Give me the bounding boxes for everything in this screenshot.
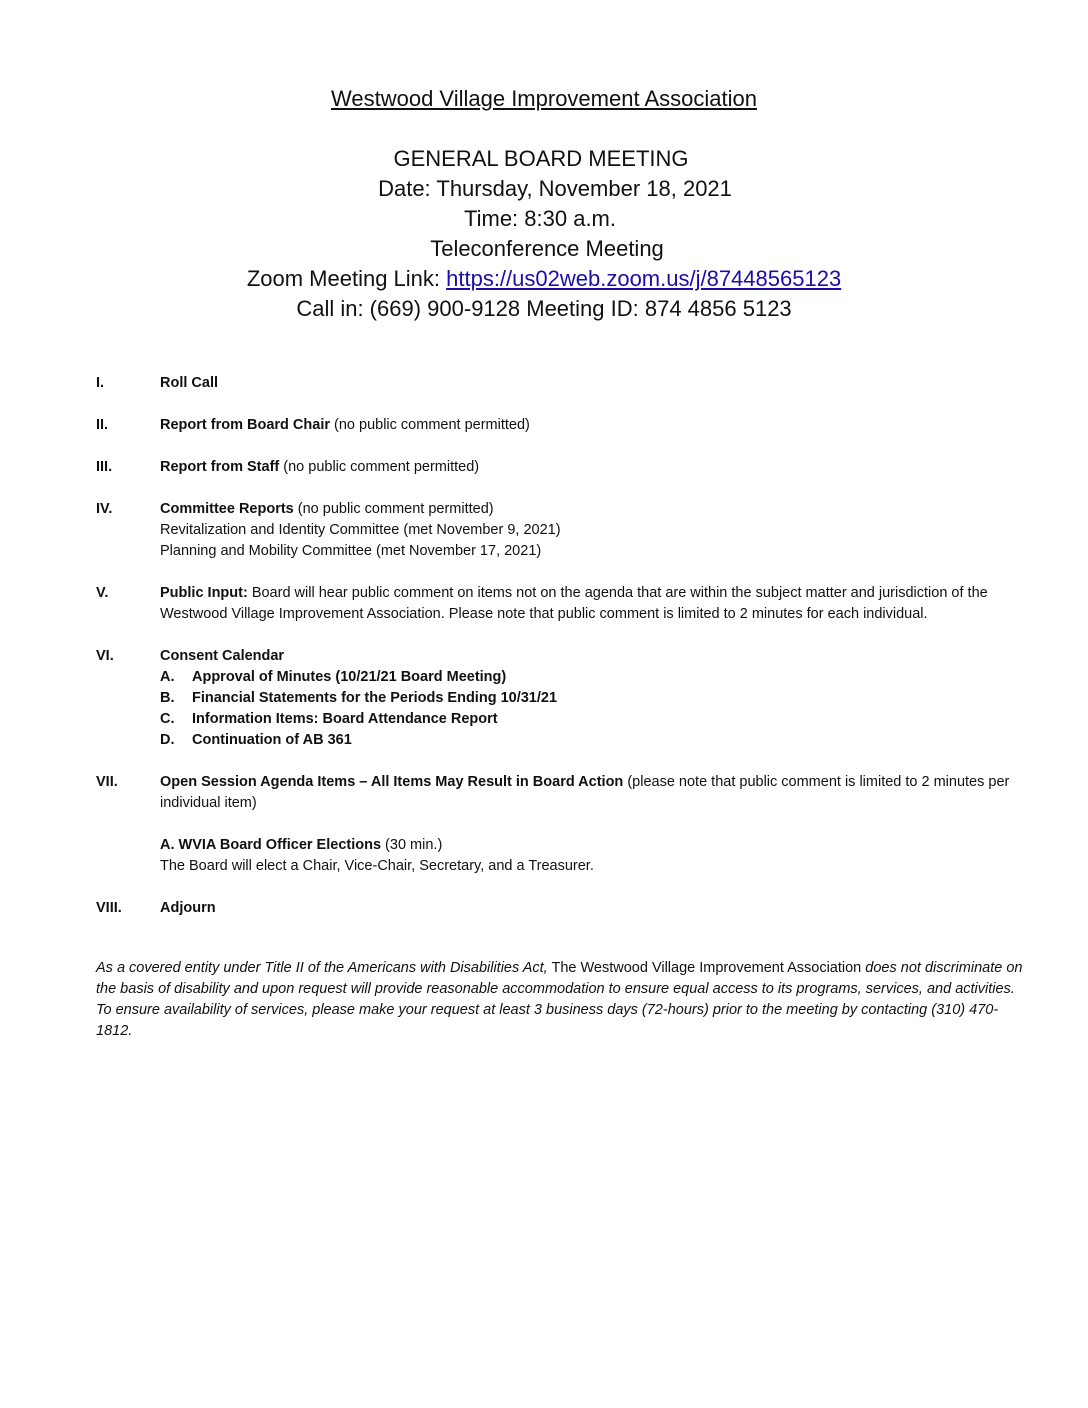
meeting-date: Date: Thursday, November 18, 2021: [378, 176, 732, 201]
item-number: V.: [96, 585, 109, 601]
item-number: VI.: [96, 648, 114, 664]
ada-statement: [96, 958, 1026, 1042]
item-number: VII.: [96, 774, 118, 790]
item-title: Report from Board Chair: [160, 417, 330, 433]
sub-item-text: Continuation of AB 361: [192, 732, 352, 748]
item-number: III.: [96, 459, 113, 475]
item-title: Consent Calendar: [160, 648, 285, 664]
item-note: (no public comment permitted): [279, 459, 480, 475]
meeting-time: Time: 8:30 a.m.: [463, 206, 616, 231]
sub-item-text: Financial Statements for the Periods Ending 10/31/21: [192, 690, 558, 706]
organization-title: Westwood Village Improvement Association: [331, 86, 757, 111]
agenda-item-staff-report: [96, 457, 1026, 478]
committee-line: Planning and Mobility Committee (met November 17, 2021): [160, 543, 542, 559]
agenda-item-public-input: [96, 583, 1026, 625]
item-note: (no public comment permitted): [330, 417, 530, 433]
agenda-item-roll-call: [96, 373, 1026, 394]
item-number: IV.: [96, 501, 113, 517]
consent-sub-item: [160, 667, 1026, 688]
sub-item-letter: A.: [160, 669, 175, 685]
item-number: II.: [96, 417, 109, 433]
agenda-list: [96, 373, 1026, 940]
agenda-item-chair-report: [96, 415, 1026, 436]
sub-item-note: (30 min.): [381, 837, 443, 853]
ada-org-name: The Westwood Village Improvement Association: [547, 960, 866, 976]
zoom-label: Zoom Meeting Link:: [246, 266, 447, 291]
item-title: Roll Call: [160, 375, 219, 391]
sub-item-text: Information Items: Board Attendance Report: [192, 711, 498, 727]
sub-item-letter: D.: [160, 732, 175, 748]
item-title: Public Input:: [160, 585, 248, 601]
sub-item-letter: C.: [160, 711, 175, 727]
agenda-item-adjourn: [96, 898, 1026, 919]
sub-item-text: The Board will elect a Chair, Vice-Chair, Secretary, and a Treasurer.: [160, 858, 594, 874]
officer-elections: [160, 835, 1026, 856]
item-note: (please note that public comment is limited to 2 minutes per individual item): [160, 774, 1010, 811]
consent-sub-item: [160, 688, 1026, 709]
item-title: Committee Reports: [160, 501, 294, 517]
meeting-title: GENERAL BOARD MEETING: [393, 146, 689, 171]
sub-item-text: Approval of Minutes (10/21/21 Board Meeting): [192, 669, 507, 685]
item-text: Board will hear public comment on items not on the agenda that are within the subject matter and jurisdiction of the Westwood Village Improvement Association. Please note that public comment is limited to 2 minutes for each individual.: [160, 585, 988, 622]
meeting-format: Teleconference Meeting: [430, 236, 664, 261]
consent-sub-item: [160, 730, 1026, 751]
item-title: Report from Staff: [160, 459, 280, 475]
agenda-item-consent-calendar: [96, 646, 1026, 751]
sub-item-title: A. WVIA Board Officer Elections: [160, 837, 382, 853]
ada-italic-body: does not discriminate on the basis of disability and upon request will provide reasonable accommodation to ensure equal access to its programs, services, and activities. To ensure availability of services, please make your request at least 3 business days (72-hours) prior to the meeting by contacting (310) 470-1812.: [96, 960, 1023, 1039]
zoom-meeting-link[interactable]: https://us02web.zoom.us/j/87448565123: [446, 266, 842, 291]
sub-item-letter: B.: [160, 690, 175, 706]
committee-line: Revitalization and Identity Committee (met November 9, 2021): [160, 522, 561, 538]
item-note: (no public comment permitted): [293, 501, 494, 517]
item-number: VIII.: [96, 900, 122, 916]
zoom-line: [0, 264, 1088, 294]
meeting-header: [0, 144, 1088, 324]
item-title: Adjourn: [160, 900, 216, 916]
agenda-item-committee-reports: [96, 499, 1026, 562]
call-in-info: Call in: (669) 900-9128 Meeting ID: 874 4856 5123: [296, 296, 792, 321]
ada-italic-lead: As a covered entity under Title II of the Americans with Disabilities Act,: [96, 960, 548, 976]
consent-sub-item: [160, 709, 1026, 730]
item-title: Open Session Agenda Items – All Items May Result in Board Action: [160, 774, 624, 790]
agenda-item-open-session: [96, 772, 1026, 877]
item-number: I.: [96, 375, 105, 391]
